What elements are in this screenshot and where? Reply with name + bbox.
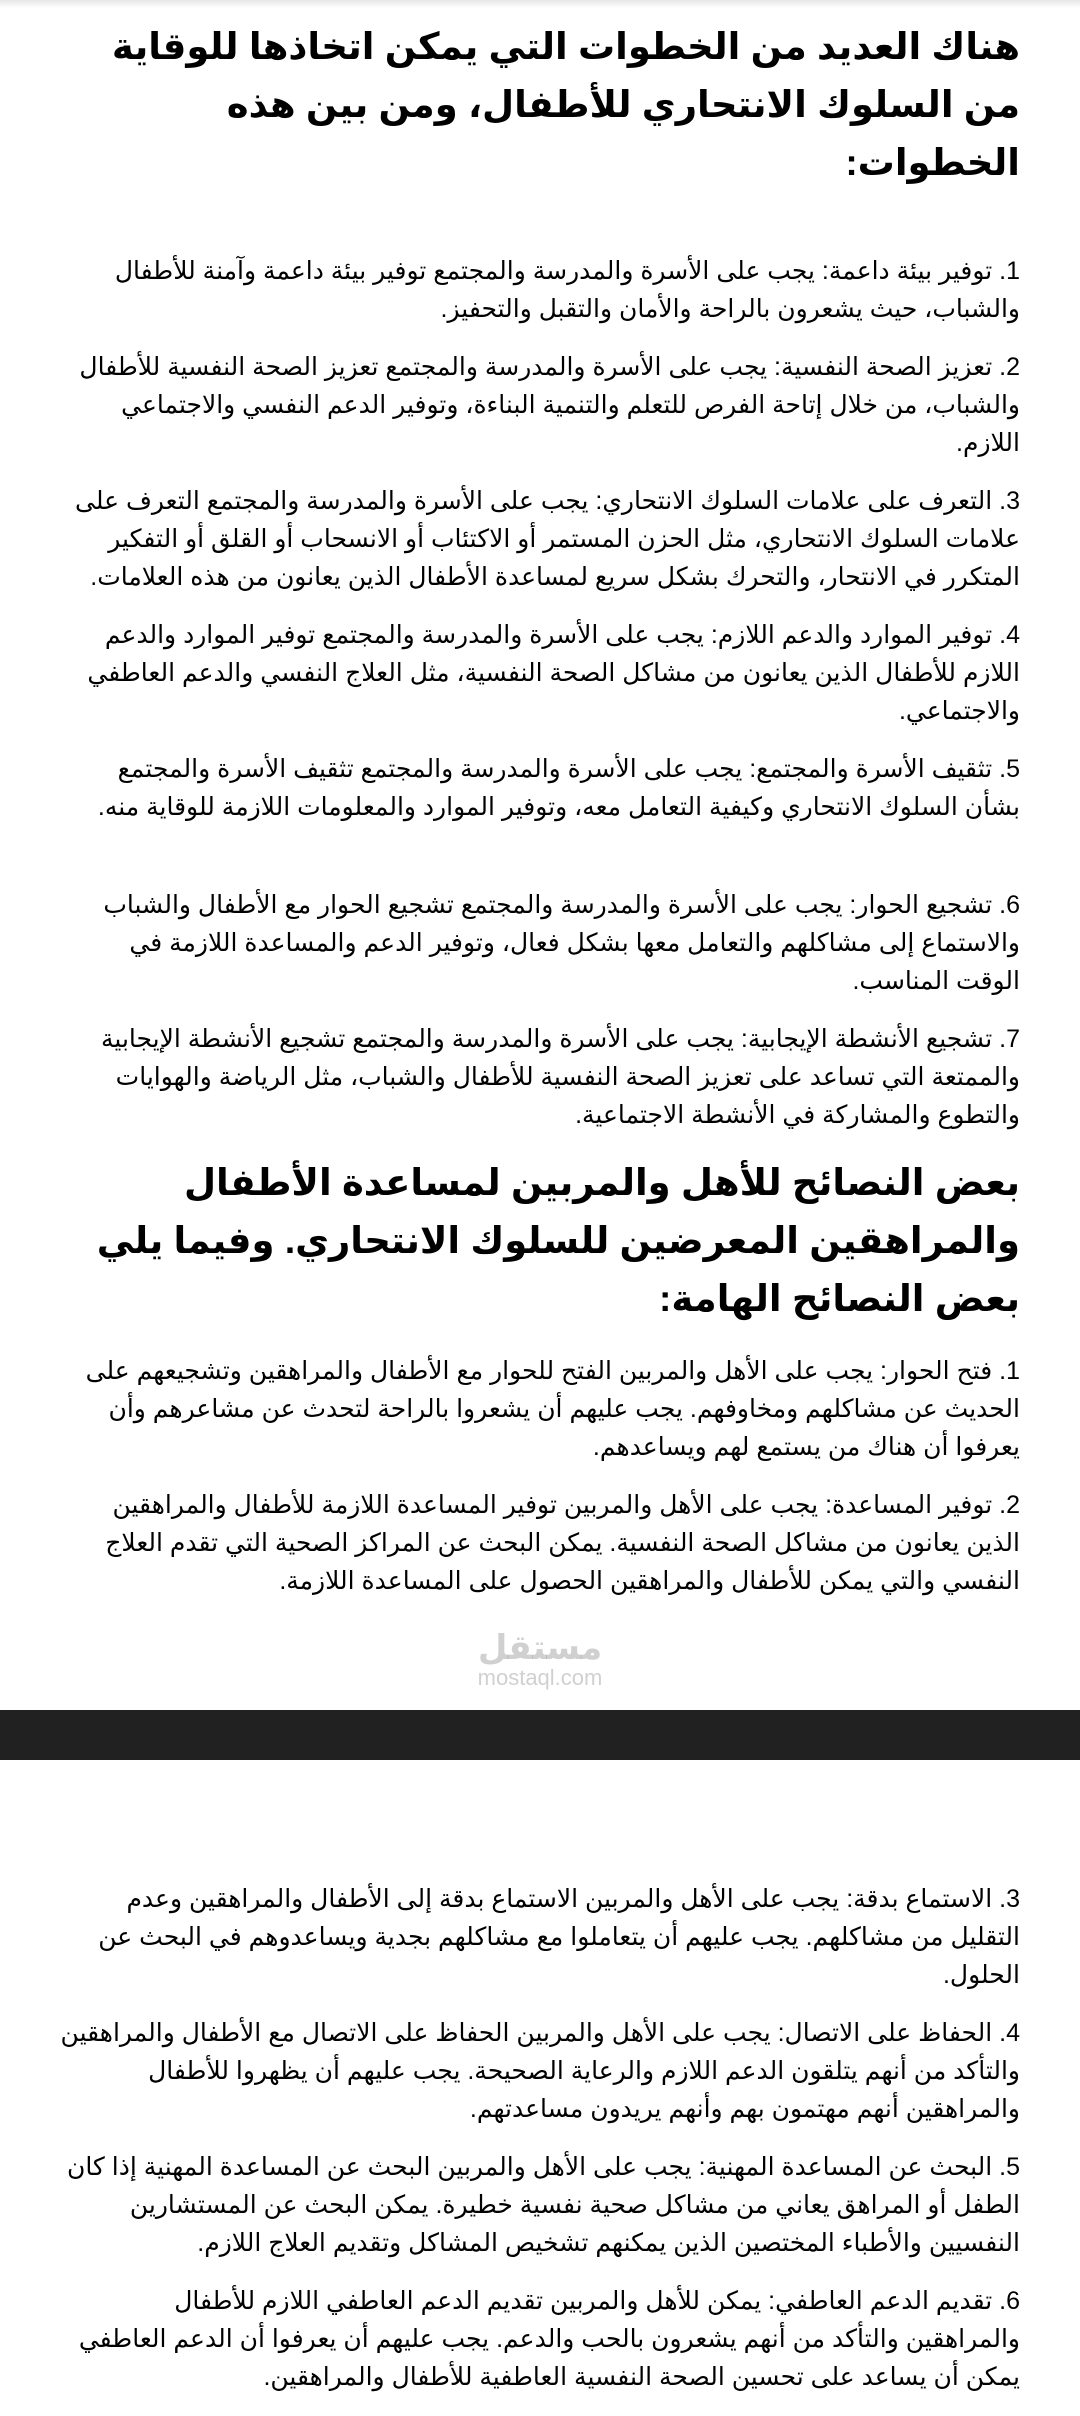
section2-part1 — [0, 1154, 1080, 1600]
section2-part2 — [0, 1880, 1080, 2396]
list-item: 2. توفير المساعدة: يجب على الأهل والمربين توفير المساعدة اللازمة للأطفال والمراهقين الذين يعانون من مشاكل الصحة النفسية. يمكن البحث عن المراكز الصحية التي تقدم العلاج النفسي والتي يمكن للأطفال والمراهقين الحصول على المساعدة اللازمة. — [105, 1491, 1020, 1595]
list-item: 3. الاستماع بدقة: يجب على الأهل والمربين الاستماع بدقة إلى الأطفال والمراهقين وعدم التقليل من مشاكلهم. يجب عليهم أن يتعاملوا مع مشاكلهم بجدية ويساعدوهم في البحث عن الحلول. — [98, 1885, 1020, 1989]
list-item: 4. توفير الموارد والدعم اللازم: يجب على الأسرة والمدرسة والمجتمع توفير الموارد والدعم اللازم للأطفال الذين يعانون من مشاكل الصحة النفسية، مثل العلاج النفسي والدعم العاطفي والاجتماعي. — [87, 621, 1020, 725]
section2-heading: بعض النصائح للأهل والمربين لمساعدة الأطفال والمراهقين المعرضين للسلوك الانتحاري. وفيما يلي بعض النصائح الهامة: — [96, 1162, 1020, 1319]
list-item: 7. تشجيع الأنشطة الإيجابية: يجب على الأسرة والمدرسة والمجتمع تشجيع الأنشطة الإيجابية والممتعة التي تساعد على تعزيز الصحة النفسية للأطفال والشباب، مثل الرياضة والهوايات والتطوع والمشاركة في الأنشطة الاجتماعية. — [101, 1025, 1020, 1129]
section1 — [0, 8, 1080, 1134]
list-item: 3. التعرف على علامات السلوك الانتحاري: يجب على الأسرة والمدرسة والمجتمع التعرف على علامات السلوك الانتحاري، مثل الحزن المستمر أو الاكتئاب أو الانسحاب أو القلق أو التفكير المتكرر في الانتحار، والتحرك بشكل سريع لمساعدة الأطفال الذين يعانون من هذه العلامات. — [75, 487, 1020, 591]
list-item: 2. تعزيز الصحة النفسية: يجب على الأسرة والمدرسة والمجتمع تعزيز الصحة النفسية للأطفال والشباب، من خلال إتاحة الفرص للتعلم والتنمية البناءة، وتوفير الدعم النفسي والاجتماعي اللازم. — [79, 353, 1020, 457]
list-item: 5. تثقيف الأسرة والمجتمع: يجب على الأسرة والمدرسة والمجتمع تثقيف الأسرة والمجتمع بشأن السلوك الانتحاري وكيفية التعامل معه، وتوفير الموارد والمعلومات اللازمة للوقاية منه. — [97, 755, 1020, 821]
list-item: 1. فتح الحوار: يجب على الأهل والمربين الفتح للحوار مع الأطفال والمراهقين وتشجيعهم على الحديث عن مشاكلهم ومخاوفهم. يجب عليهم أن يشعروا بالراحة لتحدث عن مشاعرهم وأن يعرفوا أن هناك من يستمع لهم ويساعدهم. — [85, 1357, 1020, 1461]
spacer — [60, 846, 1020, 886]
watermark-arabic: مستقل — [477, 1629, 603, 1667]
list-item: 1. توفير بيئة داعمة: يجب على الأسرة والمدرسة والمجتمع توفير بيئة داعمة وآمنة للأطفال والشباب، حيث يشعرون بالراحة والأمان والتقبل والتحفيز. — [114, 257, 1020, 323]
list-item: 6. تشجيع الحوار: يجب على الأسرة والمدرسة والمجتمع تشجيع الحوار مع الأطفال والشباب والاستماع إلى مشاكلهم والتعامل معها بشكل فعال، وتوفير الدعم والمساعدة اللازمة في الوقت المناسب. — [103, 891, 1020, 995]
watermark-latin: mostaql.com — [477, 1665, 603, 1690]
watermark-logo — [0, 1630, 1080, 1690]
list-item: 5. البحث عن المساعدة المهنية: يجب على الأهل والمربين البحث عن المساعدة المهنية إذا كان الطفل أو المراهق يعاني من مشاكل صحية نفسية خطيرة. يمكن البحث عن المستشارين النفسيين والأطباء المختصين الذين يمكنهم تشخيص المشاكل وتقديم العلاج اللازم. — [66, 2153, 1020, 2257]
page-break-band — [0, 1710, 1080, 1760]
list-item: 4. الحفاظ على الاتصال: يجب على الأهل والمربين الحفاظ على الاتصال مع الأطفال والمراهقين والتأكد من أنهم يتلقون الدعم اللازم والرعاية الصحيحة. يجب عليهم أن يظهروا للأطفال والمراهقين أنهم مهتمون بهم وأنهم يريدون مساعدتهم. — [60, 2019, 1020, 2123]
section1-heading: هناك العديد من الخطوات التي يمكن اتخاذها للوقاية من السلوك الانتحاري للأطفال، ومن بين هذه الخطوات: — [111, 26, 1020, 183]
spacer — [60, 192, 1020, 252]
list-item: 6. تقديم الدعم العاطفي: يمكن للأهل والمربين تقديم الدعم العاطفي اللازم للأطفال والمراهقين والتأكد من أنهم يشعرون بالحب والدعم. يجب عليهم أن يعرفوا أن الدعم العاطفي يمكن أن يساعد على تحسين الصحة النفسية العاطفية للأطفال والمراهقين. — [78, 2287, 1020, 2391]
top-shadow — [0, 0, 1080, 8]
